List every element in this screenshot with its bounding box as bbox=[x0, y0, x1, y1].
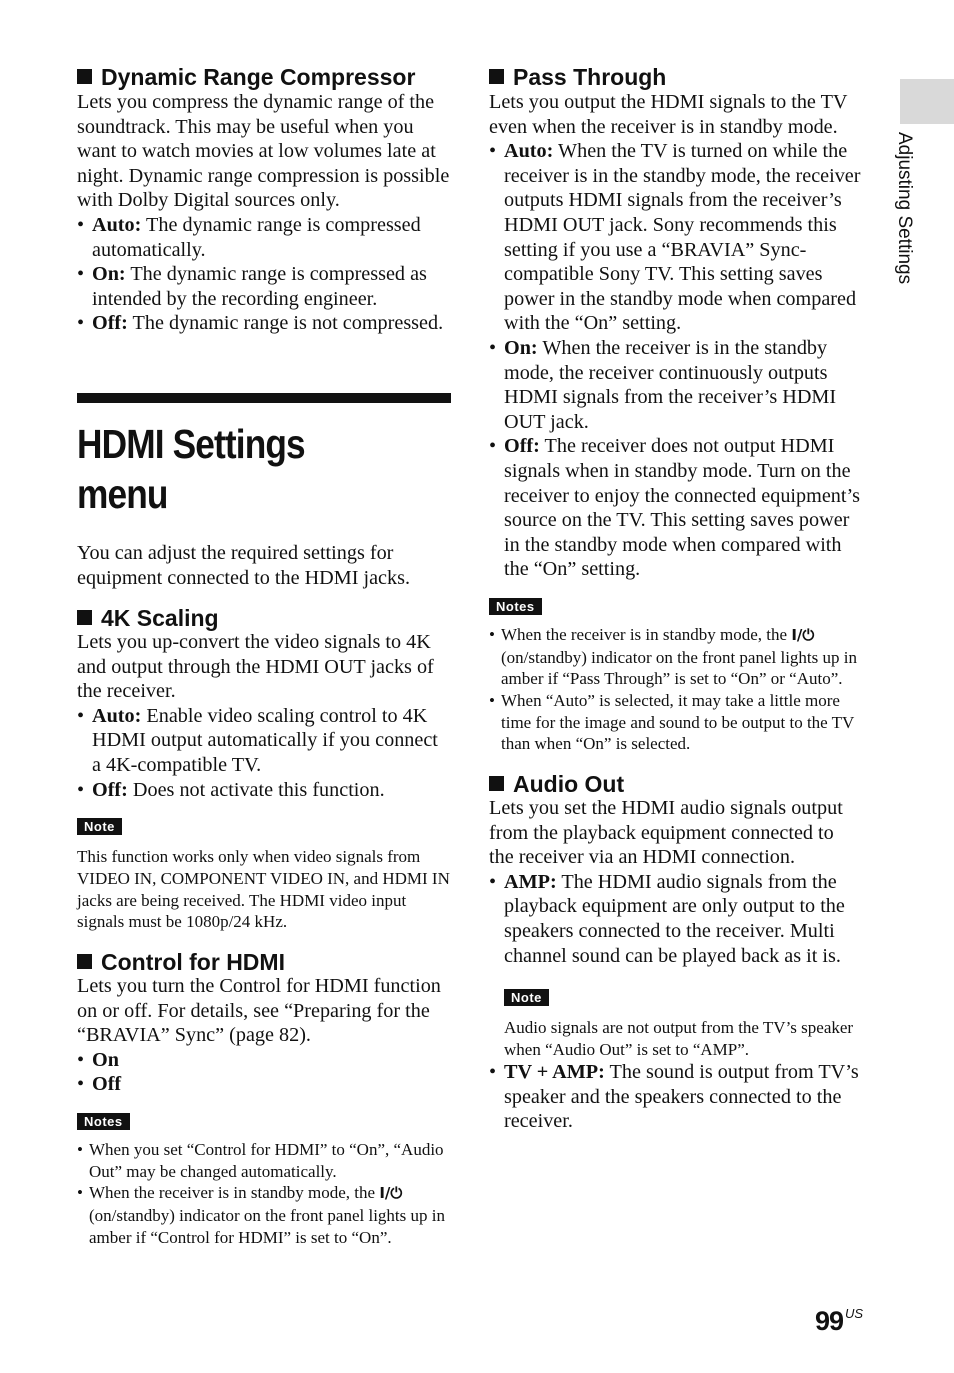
square-bullet-icon bbox=[489, 776, 504, 791]
notes-badge: Notes bbox=[77, 1113, 130, 1130]
section-intro: Lets you set the HDMI audio signals output from the playback equipment connected to the receiver via an HDMI connection. bbox=[489, 797, 843, 869]
power-standby-icon: I/⏻ bbox=[379, 1184, 403, 1203]
notes-block bbox=[77, 1113, 451, 1249]
square-bullet-icon bbox=[77, 69, 92, 84]
note-item: • When “Auto” is selected, it may take a little more time for the image and sound to be output to the TV than when “On” is selected. bbox=[489, 690, 861, 755]
section-dynamic-range-compressor bbox=[77, 62, 451, 336]
section-heading: Pass Through bbox=[489, 62, 861, 92]
option-list bbox=[77, 213, 451, 336]
section-control-for-hdmi bbox=[77, 947, 451, 1248]
note-block bbox=[77, 818, 451, 933]
option-item: • Off: The dynamic range is not compressed. bbox=[77, 311, 451, 336]
section-heading: 4K Scaling bbox=[77, 603, 451, 633]
option-item: • On bbox=[77, 1048, 451, 1073]
note-item: • When you set “Control for HDMI” to “On”, “Audio Out” may be changed automatically. bbox=[77, 1139, 451, 1182]
page-number: 99 $^{US}$ bbox=[815, 1306, 864, 1336]
section-pass-through bbox=[489, 62, 861, 755]
section-intro: Lets you turn the Control for HDMI function on or off. For details, see “Preparing for the “BRAVIA” Sync” (page 82). bbox=[77, 974, 441, 1047]
note-item: • When the receiver is in standby mode, the I/⏻ (on/standby) indicator on the front panel lights up in amber if “Control for HDMI” is set to “On”. bbox=[77, 1182, 451, 1248]
left-column bbox=[77, 62, 451, 1248]
option-list bbox=[77, 704, 451, 802]
option-item: • Auto: When the TV is turned on while the receiver is in the standby mode, the receiver outputs HDMI signals from the receiver’s HDMI OUT jack. Sony recommends this setting if you use a “BRAVIA” Sync-compatible Sony TV. This setting saves power in the standby mode when compared with the “On” setting. bbox=[489, 139, 861, 336]
section-heading: Audio Out bbox=[489, 769, 861, 799]
section-intro: Lets you compress the dynamic range of the soundtrack. This may be useful when you want to watch movies at low volumes late at night. Dynamic range compression is possible with Dolby Digital sources only. bbox=[77, 91, 450, 212]
option-item: • Auto: Enable video scaling control to 4K HDMI output automatically if you connect a 4K-compatible TV. bbox=[77, 704, 451, 778]
note-badge: Note bbox=[77, 818, 122, 835]
option-list bbox=[489, 139, 861, 582]
section-audio-out bbox=[489, 769, 861, 1134]
section-heading: Dynamic Range Compressor bbox=[77, 62, 451, 92]
notes-badge: Notes bbox=[489, 598, 542, 615]
option-list bbox=[77, 1048, 451, 1097]
square-bullet-icon bbox=[77, 954, 92, 969]
section-hdmi-settings-menu bbox=[77, 393, 451, 591]
notes-list bbox=[489, 624, 861, 755]
option-item: • Off: Does not activate this function. bbox=[77, 778, 451, 803]
note-text: This function works only when video signals from VIDEO IN, COMPONENT VIDEO IN, and HDMI IN jacks are being received. The HDMI video input signals must be 1080p/24 kHz. bbox=[77, 847, 450, 932]
note-item: • When the receiver is in standby mode, the I/⏻ (on/standby) indicator on the front panel lights up in amber if “Pass Through” is set to “On” or “Auto”. bbox=[489, 624, 861, 690]
note-text: Audio signals are not output from the TV’s speaker when “Audio Out” is set to “AMP”. bbox=[504, 1017, 854, 1059]
option-item: • On: The dynamic range is compressed as intended by the recording engineer. bbox=[77, 262, 451, 311]
option-item: • Off bbox=[77, 1072, 451, 1097]
option-list bbox=[489, 870, 861, 1134]
option-item: • Auto: The dynamic range is compressed automatically. bbox=[77, 213, 451, 262]
option-item: • TV + AMP: The sound is output from TV’s speaker and the speakers connected to the receiver. bbox=[489, 1060, 861, 1134]
power-standby-icon: I/⏻ bbox=[791, 625, 815, 644]
section-4k-scaling bbox=[77, 603, 451, 933]
note-badge: Note bbox=[504, 989, 549, 1006]
side-tab-label: Adjusting Settings bbox=[894, 132, 915, 285]
note-block bbox=[504, 984, 861, 1060]
section-intro: Lets you output the HDMI signals to the TV even when the receiver is in standby mode. bbox=[489, 91, 848, 138]
right-column bbox=[489, 62, 861, 1134]
square-bullet-icon bbox=[489, 69, 504, 84]
notes-block bbox=[489, 598, 861, 755]
section-heading: Control for HDMI bbox=[77, 947, 451, 977]
side-tab bbox=[900, 79, 954, 124]
section-intro: Lets you up-convert the video signals to 4K and output through the HDMI OUT jacks of the receiver. bbox=[77, 630, 434, 703]
page-title: HDMI Settings menu bbox=[77, 420, 305, 517]
option-item: • AMP: The HDMI audio signals from the playback equipment are only output to the speakers connected to the receiver. Multi channel sound can be played back as it is. Note Audio signals are not output from the TV’s speaker when “Audio Out” is set to “AMP”. bbox=[489, 870, 861, 1060]
option-item: • Off: The receiver does not output HDMI signals when in standby mode. Turn on the receiver to enjoy the connected equipment’s source on the TV. This setting saves power in the standby mode when compared with the “On” setting. bbox=[489, 434, 861, 582]
option-item: • On: When the receiver is in the standby mode, the receiver continuously outputs HDMI signals from the receiver’s HDMI OUT jack. bbox=[489, 336, 861, 434]
heading-rule bbox=[77, 393, 451, 403]
notes-list bbox=[77, 1139, 451, 1249]
square-bullet-icon bbox=[77, 610, 92, 625]
menu-intro: You can adjust the required settings for equipment connected to the HDMI jacks. bbox=[77, 541, 410, 589]
